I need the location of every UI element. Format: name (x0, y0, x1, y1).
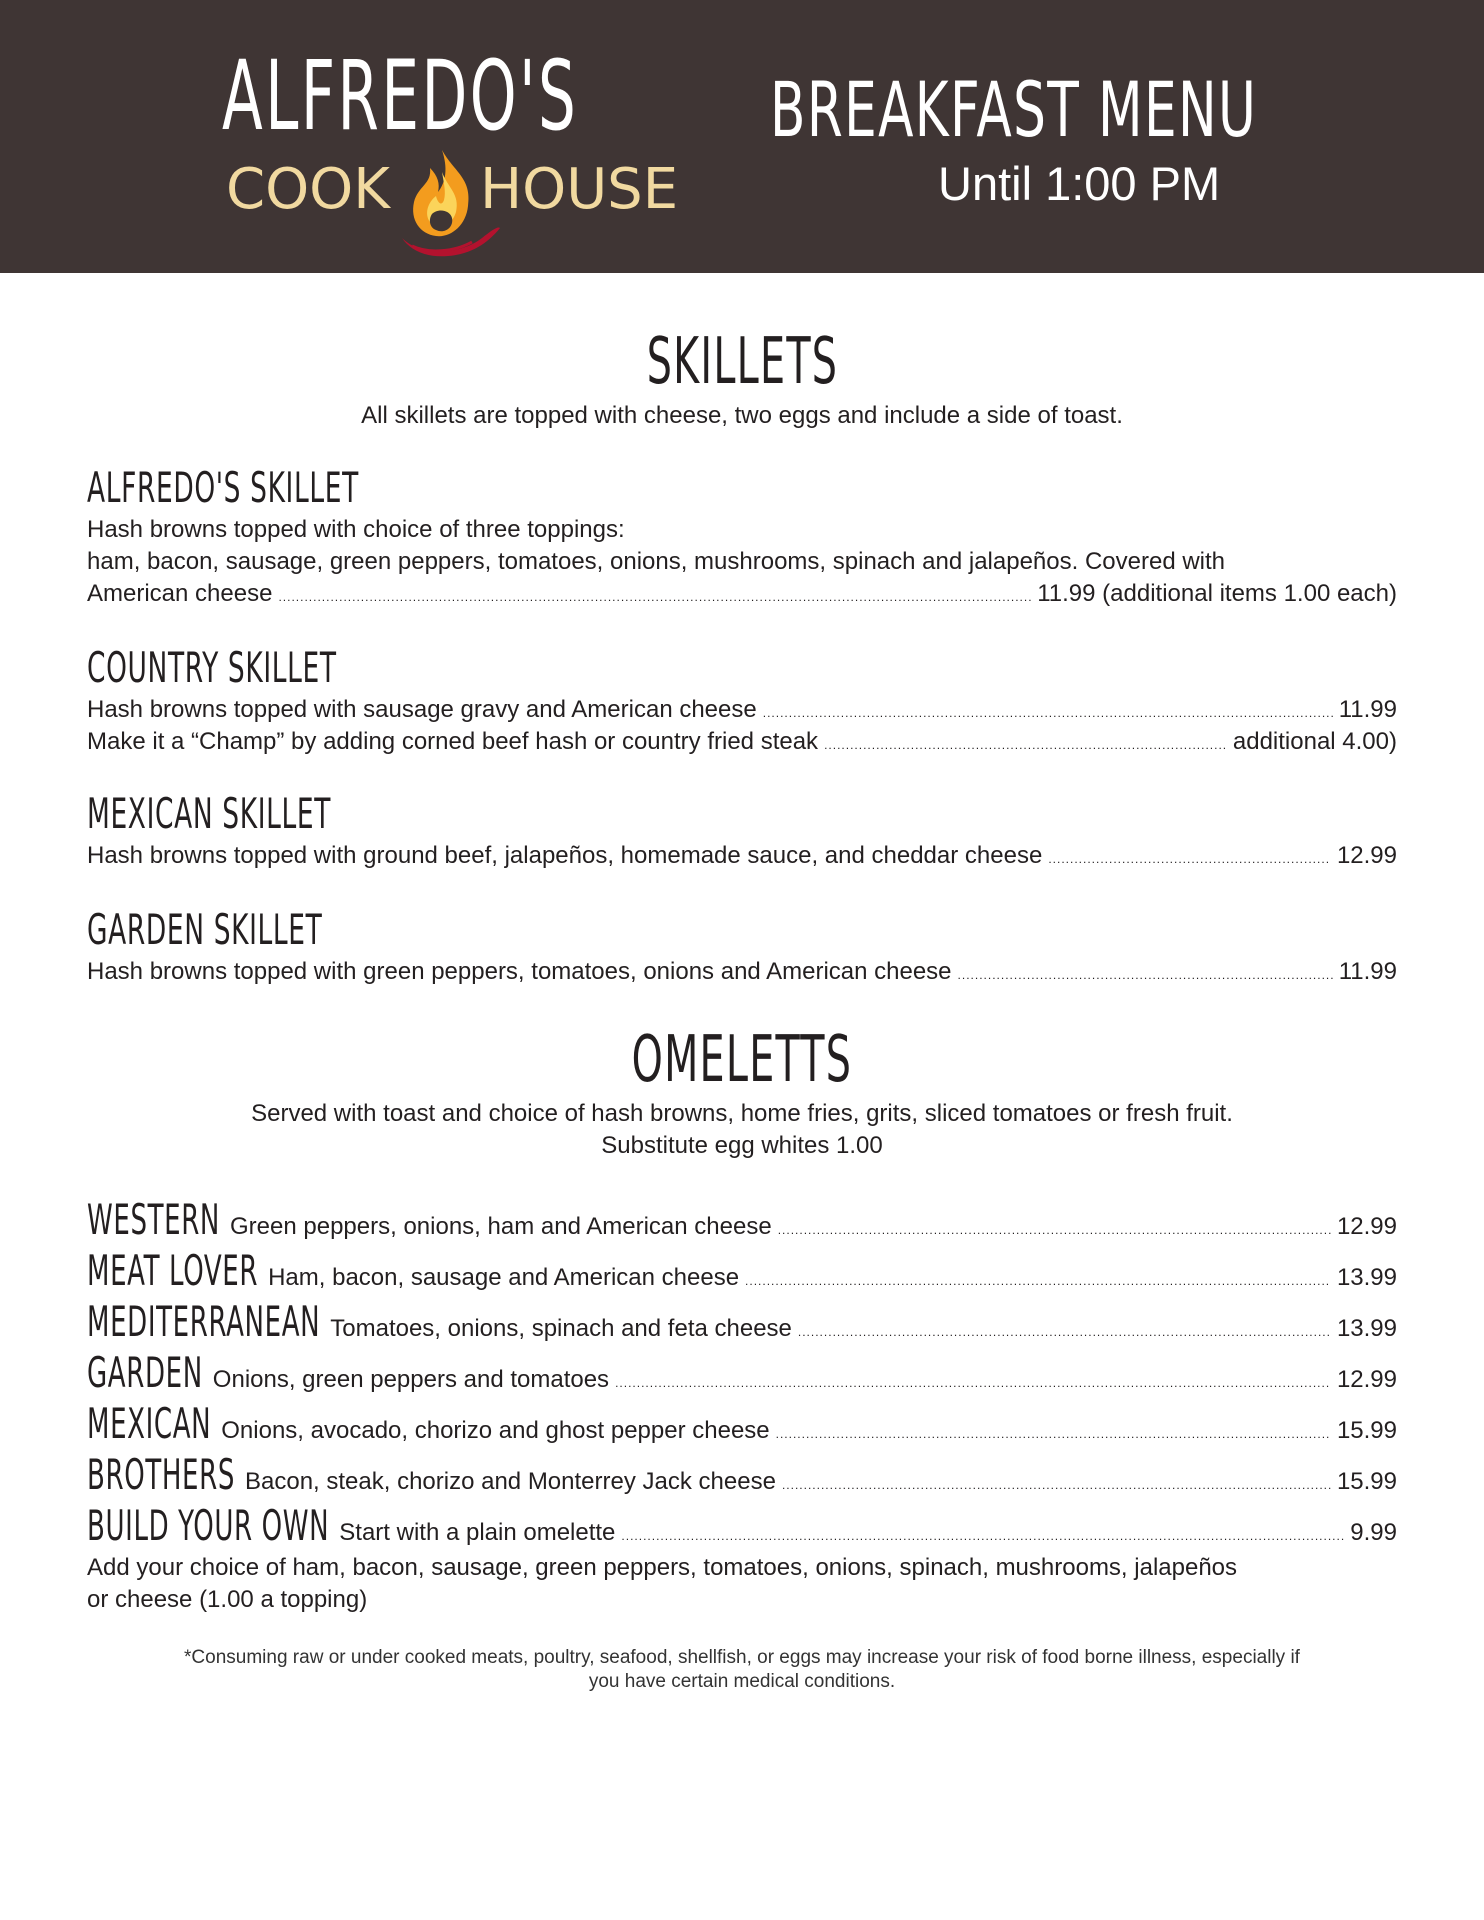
garden-skillet-desc: Hash browns topped with green peppers, tomatoes, onions and American cheese (87, 958, 952, 985)
omelet-item (87, 1400, 1397, 1450)
omelet-item (87, 1196, 1397, 1246)
alfredos-skillet-price: 11.99 (additional items 1.00 each) (1037, 580, 1397, 607)
alfredos-skillet-price-line (87, 578, 1397, 612)
dot-leader (782, 1478, 1331, 1492)
omelet-desc: Onions, green peppers and tomatoes (212, 1366, 610, 1393)
dot-leader (621, 1529, 1344, 1543)
omelet-price: 12.99 (1336, 1366, 1397, 1393)
omelet-name: MEXICAN (87, 1399, 212, 1448)
dot-leader (763, 697, 1333, 729)
omelet-price: 13.99 (1336, 1315, 1397, 1342)
omelet-price: 15.99 (1336, 1417, 1397, 1444)
champ-upgrade-desc: Make it a “Champ” by adding corned beef hash or country fried steak (87, 728, 819, 755)
omelet-desc: Bacon, steak, chorizo and Monterrey Jack cheese (244, 1468, 776, 1495)
omelet-desc: Tomatoes, onions, spinach and feta cheese (330, 1315, 792, 1342)
omelet-desc: Onions, avocado, chorizo and ghost pepper cheese (221, 1417, 770, 1444)
garden-skillet-price: 11.99 (1338, 958, 1397, 985)
omeletts-note-1: Served with toast and choice of hash browns, home fries, grits, sliced tomatoes or fresh fruit. (251, 1100, 1233, 1127)
omeletts-heading: OMELETTS (631, 1023, 853, 1097)
header-banner (0, 0, 1484, 273)
restaurant-logo (222, 40, 682, 258)
omelet-name: MEAT LOVER (87, 1246, 259, 1295)
dot-leader (778, 1223, 1331, 1237)
country-skillet-title: COUNTRY SKILLET (87, 643, 337, 692)
alfredos-skillet-desc-3: American cheese (87, 580, 273, 607)
skillets-heading: SKILLETS (646, 325, 838, 399)
build-your-own-options-2: or cheese (1.00 a topping) (87, 1586, 368, 1613)
mexican-skillet-desc: Hash browns topped with ground beef, jalapeños, homemade sauce, and cheddar cheese (87, 842, 1043, 869)
omelet-desc: Start with a plain omelette (339, 1519, 616, 1546)
dot-leader (615, 1376, 1331, 1390)
omelet-price: 12.99 (1336, 1213, 1397, 1240)
garden-skillet-title: GARDEN SKILLET (87, 905, 323, 954)
omelet-name: MEDITERRANEAN (87, 1297, 321, 1346)
omelet-item (87, 1451, 1397, 1501)
logo-house: HOUSE (480, 157, 679, 222)
dot-leader (798, 1325, 1331, 1339)
garden-skillet-price-line (87, 956, 1397, 990)
champ-upgrade-price: additional 4.00) (1232, 728, 1397, 755)
food-safety-disclaimer-2: you have certain medical conditions. (588, 1671, 896, 1692)
mexican-skillet-title: MEXICAN SKILLET (87, 789, 332, 838)
omeletts-note-2: Substitute egg whites 1.00 (601, 1132, 883, 1159)
dot-leader (776, 1427, 1331, 1441)
alfredos-skillet-title: ALFREDO'S SKILLET (87, 463, 359, 512)
omelet-name: WESTERN (87, 1195, 221, 1244)
menu-hours: Until 1:00 PM (938, 157, 1221, 210)
champ-upgrade-line (87, 726, 1397, 760)
dot-leader (745, 1274, 1331, 1288)
dot-leader (278, 581, 1031, 613)
dot-leader (958, 959, 1333, 991)
omelet-item (87, 1502, 1397, 1552)
logo-cook: COOK (226, 157, 390, 222)
omelet-price: 13.99 (1336, 1264, 1397, 1291)
omelet-name: BROTHERS (87, 1450, 235, 1499)
mexican-skillet-price-line (87, 840, 1397, 874)
logo-name: ALFREDO'S (222, 40, 579, 152)
omelet-desc: Ham, bacon, sausage and American cheese (268, 1264, 740, 1291)
mexican-skillet-price: 12.99 (1336, 842, 1397, 869)
omelet-name: BUILD YOUR OWN (87, 1501, 330, 1550)
omelet-item (87, 1349, 1397, 1399)
skillets-note: All skillets are topped with cheese, two eggs and include a side of toast. (361, 402, 1123, 429)
dot-leader (1048, 843, 1331, 875)
omelet-item (87, 1298, 1397, 1348)
food-safety-disclaimer-1: *Consuming raw or under cooked meats, poultry, seafood, shellfish, or eggs may increase your risk of food borne illness, especially if (184, 1647, 1300, 1668)
build-your-own-options-1: Add your choice of ham, bacon, sausage, green peppers, tomatoes, onions, spinach, mushrooms, jalapeños (87, 1554, 1238, 1581)
omelet-item (87, 1247, 1397, 1297)
country-skillet-price-line (87, 694, 1397, 728)
country-skillet-desc: Hash browns topped with sausage gravy and American cheese (87, 696, 757, 723)
dot-leader (824, 729, 1227, 761)
omelet-price: 9.99 (1350, 1519, 1397, 1546)
country-skillet-price: 11.99 (1338, 696, 1397, 723)
omelet-desc: Green peppers, onions, ham and American cheese (230, 1213, 772, 1240)
alfredos-skillet-desc-1: Hash browns topped with choice of three toppings: (87, 516, 625, 543)
omelet-price: 15.99 (1336, 1468, 1397, 1495)
omelet-name: GARDEN (87, 1348, 203, 1397)
menu-title: BREAKFAST MENU (770, 65, 1258, 154)
alfredos-skillet-desc-2: ham, bacon, sausage, green peppers, tomatoes, onions, mushrooms, spinach and jalapeños. Covered with (87, 548, 1226, 575)
